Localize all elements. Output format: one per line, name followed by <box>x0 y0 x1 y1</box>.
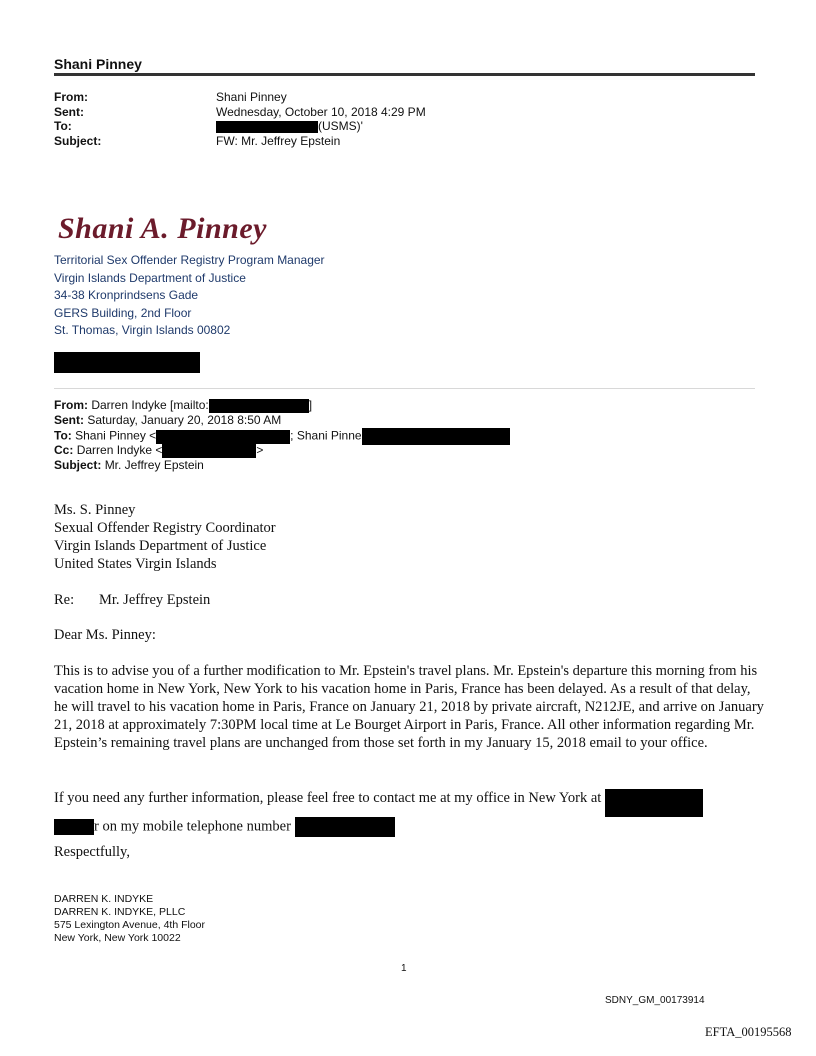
meta-from-value: Shani Pinney <box>216 90 287 104</box>
forward-divider <box>54 388 755 389</box>
bates-number-sdny: SDNY_GM_00173914 <box>605 995 705 1006</box>
redaction-block <box>54 352 200 373</box>
redaction-block <box>295 817 395 837</box>
redaction-block <box>605 789 703 817</box>
redaction-block <box>216 121 318 133</box>
fwd-to-mid: ; Shani Pinne <box>290 428 362 443</box>
re-value: Mr. Jeffrey Epstein <box>99 592 211 608</box>
meta-to-value: (USMS)' <box>318 119 363 133</box>
sender-city: New York, New York 10022 <box>54 932 181 944</box>
redaction-block <box>362 428 510 445</box>
signature-street: 34-38 Kronprindsens Gade <box>54 288 199 302</box>
salutation: Dear Ms. Pinney: <box>54 627 156 643</box>
signature-block <box>54 252 325 340</box>
fwd-to-value: Shani Pinney < <box>75 428 157 443</box>
fwd-subject-row <box>54 458 510 473</box>
fwd-from-value: Darren Indyke [mailto: <box>91 398 209 412</box>
fwd-to-row <box>54 428 510 443</box>
forwarded-header <box>54 398 510 473</box>
bates-number-efta: EFTA_00195568 <box>705 1025 792 1039</box>
fwd-from-row <box>54 398 510 413</box>
fwd-sent-label: Sent: <box>54 413 84 427</box>
meta-sent-label: Sent: <box>54 105 84 119</box>
redaction-block <box>156 430 290 444</box>
sender-firm: DARREN K. INDYKE, PLLC <box>54 906 186 918</box>
address-name: Ms. S. Pinney <box>54 502 136 518</box>
fwd-cc-label: Cc: <box>54 443 74 457</box>
body2-text-b: r on my mobile telephone number <box>94 818 291 835</box>
sender-street: 575 Lexington Avenue, 4th Floor <box>54 919 206 931</box>
fwd-subject-value: Mr. Jeffrey Epstein <box>104 458 204 472</box>
fwd-sent-value: Saturday, January 20, 2018 8:50 AM <box>87 413 282 427</box>
meta-subject-value: FW: Mr. Jeffrey Epstein <box>216 134 341 148</box>
sender-signature-block <box>54 893 205 945</box>
meta-subject-label: Subject: <box>54 134 102 148</box>
fwd-to-label: To: <box>54 428 72 443</box>
recipient-address <box>54 501 276 573</box>
body-paragraph-1: This is to advise you of a further modification to Mr. Epstein's travel plans. Mr. Epstein's departure this morning from his vacation home in New York, New York to his vacation home in Paris, France has been delayed. As a result of that delay, he will travel to his vacation home in Paris, France on January 21, 2018 by private aircraft, N212JE, and arrive on January 21, 2018 at approximately 7:30PM local time at Le Bourget Airport in Paris, France. All other information regarding Mr. Epstein’s remaining travel plans are unchanged from those set forth in my January 15, 2018 email to your office. <box>54 663 764 751</box>
fwd-sent-row <box>54 413 510 428</box>
signature-title: Territorial Sex Offender Registry Program Manager <box>54 253 325 267</box>
fwd-subject-label: Subject: <box>54 458 102 472</box>
redaction-block <box>54 819 94 835</box>
sender-name: DARREN K. INDYKE <box>54 893 154 905</box>
meta-to-row <box>54 119 363 134</box>
fwd-cc-value: Darren Indyke < <box>76 443 163 457</box>
meta-sent-value: Wednesday, October 10, 2018 4:29 PM <box>216 105 426 119</box>
handwritten-signature: Shani A. Pinney <box>58 212 267 245</box>
sender-header-name: Shani Pinney <box>54 56 142 72</box>
redaction-block <box>162 444 256 458</box>
address-location: United States Virgin Islands <box>54 556 217 572</box>
meta-from-label: From: <box>54 90 88 104</box>
page-number: 1 <box>401 963 407 974</box>
fwd-cc-end: > <box>256 443 264 457</box>
address-title: Sexual Offender Registry Coordinator <box>54 520 276 536</box>
address-department: Virgin Islands Department of Justice <box>54 538 267 554</box>
signature-city: St. Thomas, Virgin Islands 00802 <box>54 323 231 337</box>
meta-from-row <box>54 90 287 105</box>
header-divider <box>54 73 755 76</box>
re-line <box>54 591 210 609</box>
re-label: Re: <box>54 592 75 608</box>
closing: Respectfully, <box>54 844 130 860</box>
body2-text-a: If you need any further information, please feel free to contact me at my office in New York at <box>54 790 602 806</box>
signature-department: Virgin Islands Department of Justice <box>54 270 246 285</box>
redaction-block <box>209 399 309 413</box>
meta-subject-row <box>54 134 340 149</box>
fwd-cc-row <box>54 443 510 458</box>
signature-building: GERS Building, 2nd Floor <box>54 305 192 320</box>
fwd-from-label: From: <box>54 398 88 412</box>
fwd-from-end: ] <box>308 398 313 412</box>
body-paragraph-2 <box>54 789 766 837</box>
meta-to-label: To: <box>54 119 72 133</box>
meta-sent-row <box>54 105 426 120</box>
